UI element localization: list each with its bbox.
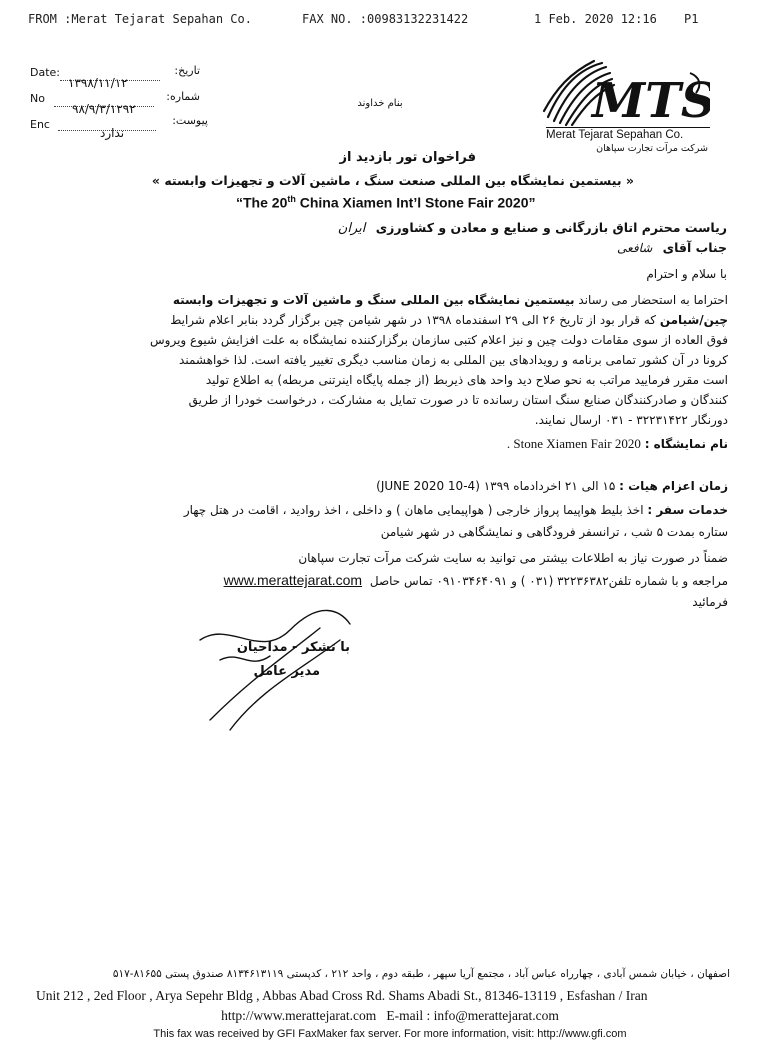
enc-label-en: Enc [30,118,50,131]
fax-number: FAX NO. :00983132231422 [302,12,469,26]
addressee-line2 [520,240,727,255]
services-line2: ستاره بمدت ۵ شب ، ترانسفر فرودگاهی و نمایشگاهی در شهر شیامن [380,525,728,539]
addressee-handwritten-name: شافعی [617,241,653,255]
fax-datetime: 1 Feb. 2020 12:16 [534,12,657,26]
fair-row [380,434,728,454]
footer-address-fa: اصفهان ، خیابان شمس آبادی ، چهارراه عباس آباد ، مجتمع آریا سپهر ، طبقه دوم ، واحد ۲۱۲ ، کدپستی ۸۱۳۴۶۱۳۱۱۹ صندوق پستی ۸۱۶۵۵-۵۱۷ [112,968,730,980]
greeting: با سلام و احترام [646,267,727,281]
body-lead: احتراما به استحضار می رساند [578,293,728,307]
body-line4: کرونا در آن کشور تمامی برنامه و رویدادهای بین المللی به زمان مناسب دیگری تغییر یافته است. لذا خواهشمند [179,353,728,367]
body-line3: فوق العاده از سوی مقامات دولت چین و نیز اعلام کتبی سازمان برگزارکننده نمایشگاه به علت افزایش شیوع ویروس [150,333,728,347]
enc-label-fa: پیوست: [172,114,208,127]
heading-line3-sup: th [287,194,296,204]
no-label-fa: شماره: [166,90,200,103]
footer-address-en: Unit 212 , 2ed Floor , Arya Sepehr Bldg , Abbas Abad Cross Rd. Shams Abadi St., 81346-13119 , Esfashan / Iran [36,988,648,1003]
no-value: ۹۸/۹/۳/۱۲۹۲ [72,102,136,116]
fax-page: P1 [684,12,699,26]
company-logo [540,55,710,165]
heading-line3-post: China Xiamen Int’l Stone Fair 2020” [295,194,536,211]
heading-line1: فراخوان تور بازدید از [339,150,476,165]
fair-label: نام نمایشگاه : [644,437,728,451]
letter-meta [30,62,208,142]
mts-logo-icon [540,55,710,131]
signature-thanks: با تشکر - مداحیان [236,640,350,655]
body-city: چین/شیامن [659,313,728,327]
fax-server-notice: This fax was received by GFI FaxMaker fax server. For more information, visit: http://www.gfi.com [153,1028,627,1040]
body-line7: دورنگار ۳۲۲۳۱۴۲۲ - ۰۳۱ ارسال نمایند. [534,413,728,427]
logo-name-fa: شرکت مرآت تجارت سپاهان [596,143,708,154]
body-line2-text: که قرار بود از تاریخ ۲۶ الی ۲۹ اسفندماه ۱۳۹۸ در شهر شیامن چین برگزار گردد بنابر اعلام شرایط [170,313,656,327]
invocation: بنام خداوند [357,98,403,109]
logo-mark: MTS [592,73,710,129]
fair-value: Stone Xiamen Fair 2020 . [506,436,641,451]
fax-from: FROM :Merat Tejarat Sepahan Co. [28,12,252,26]
dispatch-row [290,476,728,496]
date-label-en: Date: [30,66,60,79]
heading-line3-pre: “The 20 [236,194,288,211]
addressee-line1 [290,220,727,236]
logo-name-en: Merat Tejarat Sepahan Co. [546,127,710,141]
signature-block [190,600,370,740]
body-line5: است مقرر فرمایید مراتب به نحو صلاح دید واحد های ذیربط (از جمله پایگاه اینرتنی مربطه) به اطلاع تولید [205,373,728,387]
footer-web-email: http://www.merattejarat.com E-mail : info@merattejarat.com [221,1008,559,1023]
addressee-handwritten-country: ایران [337,221,366,236]
dispatch-value: ۱۵ الی ۲۱ اخردادماه ۱۳۹۹ (4-10 JUNE 2020) [376,479,616,493]
body-fair-name: بیستمین نمایشگاه بین المللی سنگ و ماشین آلات و تجهیزات وابسته [172,293,575,307]
services-label: خدمات سفر : [647,503,728,517]
body-line6: کنندگان و صادرکنندگان صنایع سنگ استان رسانده تا در صورت تمایل به مشارکت ، درخواست خودرا از طریق [188,393,728,407]
addressee-salutation: جناب آقای [662,240,727,255]
body-line2 [100,310,728,330]
services-row [100,500,728,520]
dispatch-label: زمان اعزام هیات : [619,479,728,493]
signature-title: مدیر عامل [253,664,320,679]
addressee-title: ریاست محترم اتاق بازرگانی و صنایع و معادن و کشاورزی [375,220,727,235]
date-label-fa: تاریخ: [174,64,200,77]
note-line3: فرمائید [692,595,728,609]
heading-line3 [236,194,556,211]
fax-header [28,12,758,30]
note-line2 [100,570,728,591]
enc-value: ندارد [100,126,125,140]
date-value: ۱۳۹۸/۱۱/۱۲ [68,76,128,90]
website-link[interactable]: www.merattejarat.com [223,572,363,588]
body-line1 [100,290,728,310]
heading-line2: « بیستمین نمایشگاه بین المللی صنعت سنگ ، ماشین آلات و تجهیزات وابسته » [151,173,634,188]
no-label-en: No [30,92,45,105]
services-value: اخذ بلیط هواپیما پرواز خارجی ( هواپیمایی ماهان ) و داخلی ، اخذ روادید ، اقامت در هتل چهار [183,503,644,517]
note-contact: مراجعه و با شماره تلفن۳۲۲۳۶۳۸۲ (۰۳۱ ) و ۰۹۱۰۳۴۶۴۰۹۱ تماس حاصل [369,574,728,588]
note-line1: ضمناً در صورت نیاز به اطلاعات بیشتر می توانید به سایت شرکت مرآت تجارت سپاهان [298,551,728,565]
